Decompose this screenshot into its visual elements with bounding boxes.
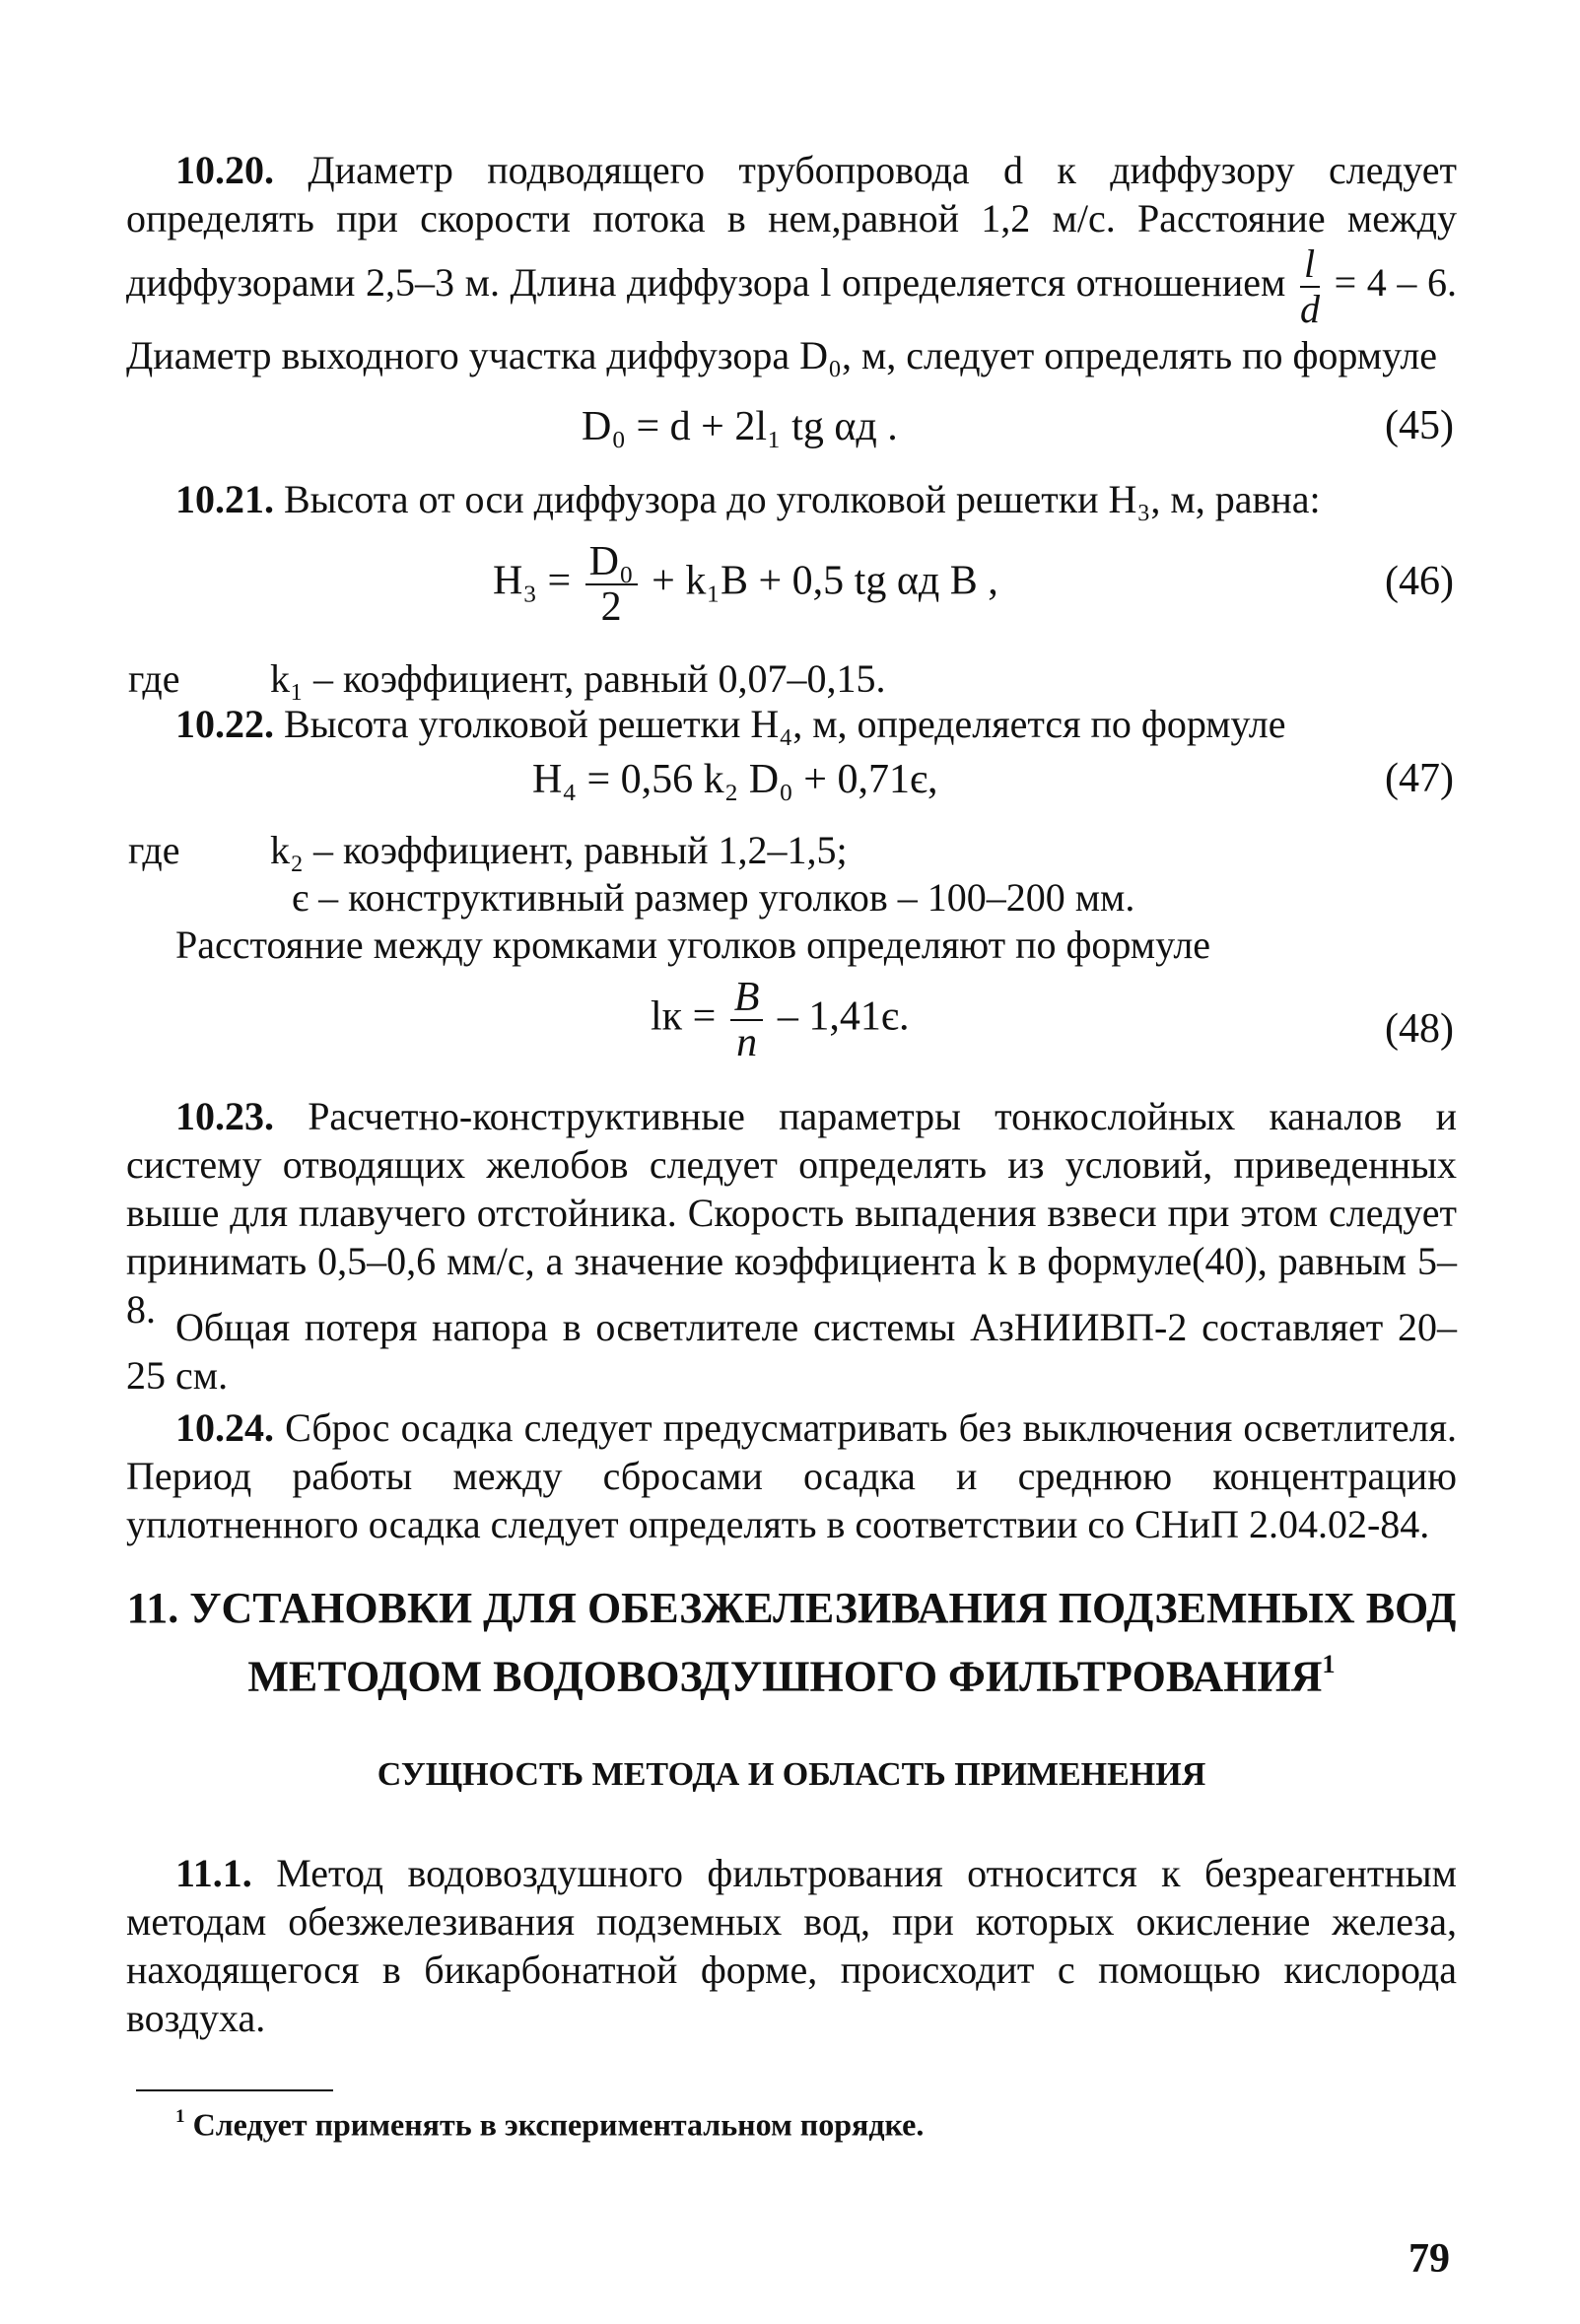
ratio-numerator: l — [1300, 242, 1320, 288]
fraction-numerator: B — [730, 976, 764, 1021]
fraction-denominator: 2 — [600, 584, 622, 630]
formula-45: D₀ = d + 2l₁ tg αд . — [582, 404, 898, 449]
subsection-heading: СУЩНОСТЬ МЕТОДА И ОБЛАСТЬ ПРИМЕНЕНИЯ — [377, 1756, 1206, 1793]
paragraph-10-20 — [126, 146, 1457, 379]
paragraph-text: Высота от оси диффузора до уголковой решетки H₃, м, равна: — [284, 477, 1321, 521]
formula-48 — [651, 976, 909, 1064]
where-text-e: є – конструктивный размер уголков – 100–200 мм. — [292, 875, 1135, 920]
equation-number-48: (48) — [1385, 1006, 1454, 1052]
paragraph-distance: Расстояние между кромками уголков определяют по формуле — [175, 923, 1211, 967]
paragraph-10-24 — [126, 1403, 1457, 1548]
paragraph-text: Метод водовоздушного фильтрования относится к безреагентным методам обезжелезивания подземных вод, при которых окисление железа, находящегося в бикарбонатной форме, происходит с помощью кислорода воздуха. — [126, 1851, 1457, 2040]
paragraph-text: Высота уголковой решетки H₄, м, определяется по формуле — [284, 702, 1286, 746]
paragraph-10-21 — [126, 475, 1457, 523]
formula-fraction — [585, 540, 638, 629]
ratio-fraction — [1300, 242, 1320, 331]
where-label: где — [128, 828, 180, 872]
equation-number-45: (45) — [1385, 403, 1454, 448]
section-heading-line-2 — [126, 1636, 1457, 1704]
clause-number: 10.23. — [175, 1094, 274, 1138]
formula-46 — [493, 540, 998, 629]
formula-lhs: lк = — [651, 993, 717, 1040]
where-label: где — [128, 656, 180, 701]
fraction-denominator: n — [736, 1020, 758, 1065]
section-heading-text: МЕТОДОМ ВОДОВОЗДУШНОГО ФИЛЬТРОВАНИЯ — [247, 1652, 1323, 1701]
formula-fraction — [730, 976, 764, 1064]
ratio-denominator: d — [1300, 287, 1320, 331]
paragraph-10-23 — [126, 1092, 1457, 1333]
paragraph-10-22 — [126, 700, 1457, 748]
paragraph-loss — [126, 1303, 1457, 1400]
where-text-k1: k₁ – коэффициент, равный 0,07–0,15. — [270, 656, 886, 701]
formula-rhs: + k₁B + 0,5 tg αд B , — [652, 558, 998, 604]
footnote-mark: 1 — [1322, 1649, 1336, 1678]
formula-rhs: – 1,41є. — [777, 993, 910, 1040]
where-text-k2: k₂ – коэффициент, равный 1,2–1,5; — [270, 828, 848, 872]
equation-number-46: (46) — [1385, 559, 1454, 604]
paragraph-11-1 — [126, 1849, 1457, 2042]
fraction-numerator: D₀ — [585, 540, 638, 585]
clause-number: 10.24. — [175, 1405, 274, 1450]
section-heading-line-1: 11. УСТАНОВКИ ДЛЯ ОБЕЗЖЕЛЕЗИВАНИЯ ПОДЗЕМНЫХ ВОД — [126, 1584, 1457, 1632]
clause-number: 10.22. — [175, 702, 274, 746]
paragraph-text-2: Диаметр выходного участка диффузора D₀, м, следует определять по формуле — [126, 333, 1438, 377]
clause-number: 10.21. — [175, 477, 274, 521]
equation-number-47: (47) — [1385, 756, 1454, 801]
section-heading — [126, 1581, 1457, 1704]
formula-47: H₄ = 0,56 k₂ D₀ + 0,71є, — [532, 757, 938, 802]
clause-number: 11.1. — [175, 1851, 252, 1895]
footnote-text: Следует применять в экспериментальном порядке. — [192, 2106, 925, 2143]
footnote — [175, 2097, 924, 2144]
footnote-rule — [136, 2089, 333, 2091]
paragraph-text: Диаметр подводящего трубопровода d к диффузору следует определять при скорости потока в нем,равной 1,2 м/с. Расстояние между диффузорами 2,5–3 м. Длина диффузора l определяется отношением — [126, 148, 1458, 306]
clause-number: 10.20. — [175, 148, 274, 192]
ratio-value: = 4 – 6. — [1334, 260, 1458, 306]
paragraph-text: Общая потеря напора в осветлителе системы АзНИИВП-2 составляет 20–25 см. — [126, 1305, 1457, 1398]
page-number: 79 — [1408, 2236, 1450, 2282]
paragraph-text: Сброс осадка следует предусматривать без выключения осветлителя. Период работы между сбросами осадка и среднюю концентрацию уплотненного осадка следует определять в соответствии со СНиП 2.04.02-84. — [126, 1405, 1458, 1546]
paragraph-text: Расчетно-конструктивные параметры тонкослойных каналов и систему отводящих желобов следует определять из условий, приведенных выше для плавучего отстойника. Скорость выпадения взвеси при этом следует принимать 0,5–0,6 мм/с, а значение коэффициента k в формуле(40), равным 5–8. — [126, 1094, 1457, 1332]
formula-lhs: H₃ = — [493, 558, 572, 604]
footnote-mark: 1 — [175, 2106, 185, 2127]
